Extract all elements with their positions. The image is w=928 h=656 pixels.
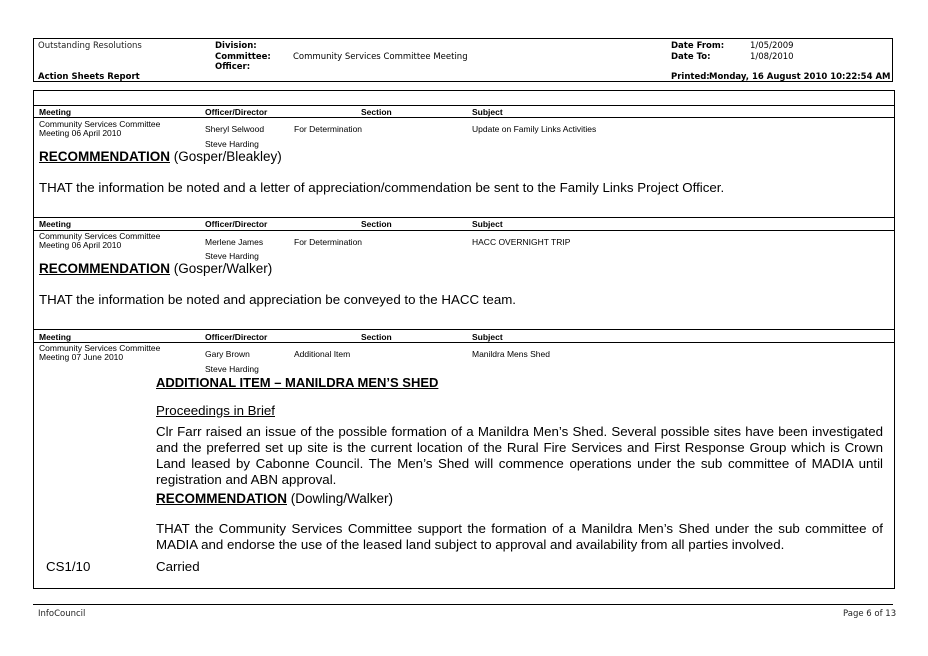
col-header-section: Section bbox=[361, 107, 392, 117]
subject-value: Update on Family Links Activities bbox=[472, 124, 597, 134]
date-to-label: Date To: bbox=[671, 52, 711, 62]
proceedings-text: Clr Farr raised an issue of the possible formation of a Manildra Men’s Shed. Several possible sites have been investigated and the preferred set up site is the current location of the Rural Fire Services and First Response Group which is Crown Land leased by Cabonne Council. The Men’s Shed will commence operations under the sub committee of MADIA until registration and ABN approval. bbox=[156, 424, 883, 487]
divider bbox=[34, 117, 894, 118]
col-header-meeting: Meeting bbox=[39, 219, 72, 229]
recommendation-movers: (Gosper/Walker) bbox=[173, 261, 273, 276]
officer-label: Officer: bbox=[215, 62, 251, 72]
division-label: Division: bbox=[215, 41, 257, 51]
resolution-text: THAT the Community Services Committee support the formation of a Manildra Men’s Shed under the sub committee of MADIA and endorse the use of the leased land subject to approval and availability from all parties involved. bbox=[156, 521, 883, 552]
committee-value: Community Services Committee Meeting bbox=[293, 52, 468, 62]
officer-name: Gary Brown bbox=[205, 349, 250, 359]
date-from-label: Date From: bbox=[671, 41, 725, 51]
recommendation-label: RECOMMENDATION bbox=[156, 491, 287, 506]
col-header-section: Section bbox=[361, 219, 392, 229]
officer-name: Merlene James bbox=[205, 237, 264, 247]
recommendation-heading bbox=[39, 261, 272, 276]
resolution-outcome: Carried bbox=[156, 559, 200, 574]
report-name: Outstanding Resolutions bbox=[38, 41, 142, 51]
page-number: Page 6 of 13 bbox=[843, 609, 897, 619]
recommendation-heading bbox=[39, 149, 282, 164]
divider bbox=[34, 329, 894, 330]
proceedings-heading: Proceedings in Brief bbox=[156, 403, 275, 418]
meeting-date: Meeting 06 April 2010 bbox=[39, 240, 122, 250]
resolution-number: CS1/10 bbox=[46, 559, 91, 574]
meeting-name: Community Services Committee bbox=[39, 343, 161, 353]
recommendation-movers: (Gosper/Bleakley) bbox=[173, 149, 282, 164]
section-value: For Determination bbox=[294, 124, 363, 134]
recommendation-label: RECOMMENDATION bbox=[39, 261, 170, 276]
col-header-officer: Officer/Director bbox=[205, 107, 268, 117]
col-header-officer: Officer/Director bbox=[205, 332, 268, 342]
col-header-subject: Subject bbox=[472, 219, 503, 229]
printed-label: Printed: bbox=[671, 72, 710, 82]
subject-value: Manildra Mens Shed bbox=[472, 349, 550, 359]
officer-name: Sheryl Selwood bbox=[205, 124, 265, 134]
resolution-text: THAT the information be noted and a letter of appreciation/commendation be sent to the Family Links Project Officer. bbox=[39, 180, 725, 195]
director-name: Steve Harding bbox=[205, 251, 259, 261]
divider bbox=[34, 217, 894, 218]
action-sheet-frame bbox=[33, 90, 895, 589]
section-value: For Determination bbox=[294, 237, 363, 247]
meeting-date: Meeting 06 April 2010 bbox=[39, 128, 122, 138]
report-type: Action Sheets Report bbox=[38, 72, 140, 82]
item-title: ADDITIONAL ITEM – MANILDRA MEN’S SHED bbox=[156, 375, 439, 390]
section-value: Additional Item bbox=[294, 349, 351, 359]
committee-label: Committee: bbox=[215, 52, 271, 62]
resolution-text: THAT the information be noted and appreciation be conveyed to the HACC team. bbox=[39, 292, 516, 307]
meeting-name: Community Services Committee bbox=[39, 119, 161, 129]
col-header-meeting: Meeting bbox=[39, 107, 72, 117]
subject-value: HACC OVERNIGHT TRIP bbox=[472, 237, 571, 247]
recommendation-label: RECOMMENDATION bbox=[39, 149, 170, 164]
recommendation-heading bbox=[156, 491, 393, 506]
col-header-subject: Subject bbox=[472, 107, 503, 117]
director-name: Steve Harding bbox=[205, 364, 259, 374]
divider bbox=[34, 105, 894, 106]
printed-value: Monday, 16 August 2010 10:22:54 AM bbox=[709, 72, 891, 82]
col-header-officer: Officer/Director bbox=[205, 219, 268, 229]
date-to-value: 1/08/2010 bbox=[750, 52, 794, 62]
director-name: Steve Harding bbox=[205, 139, 259, 149]
footer-left: InfoCouncil bbox=[38, 609, 86, 619]
meeting-name: Community Services Committee bbox=[39, 231, 161, 241]
date-from-value: 1/05/2009 bbox=[750, 41, 794, 51]
footer-divider bbox=[33, 604, 893, 605]
meeting-date: Meeting 07 June 2010 bbox=[39, 352, 124, 362]
col-header-subject: Subject bbox=[472, 332, 503, 342]
col-header-meeting: Meeting bbox=[39, 332, 72, 342]
recommendation-movers: (Dowling/Walker) bbox=[290, 491, 394, 506]
divider bbox=[34, 342, 894, 343]
col-header-section: Section bbox=[361, 332, 392, 342]
report-header bbox=[33, 38, 893, 82]
divider bbox=[34, 230, 894, 231]
